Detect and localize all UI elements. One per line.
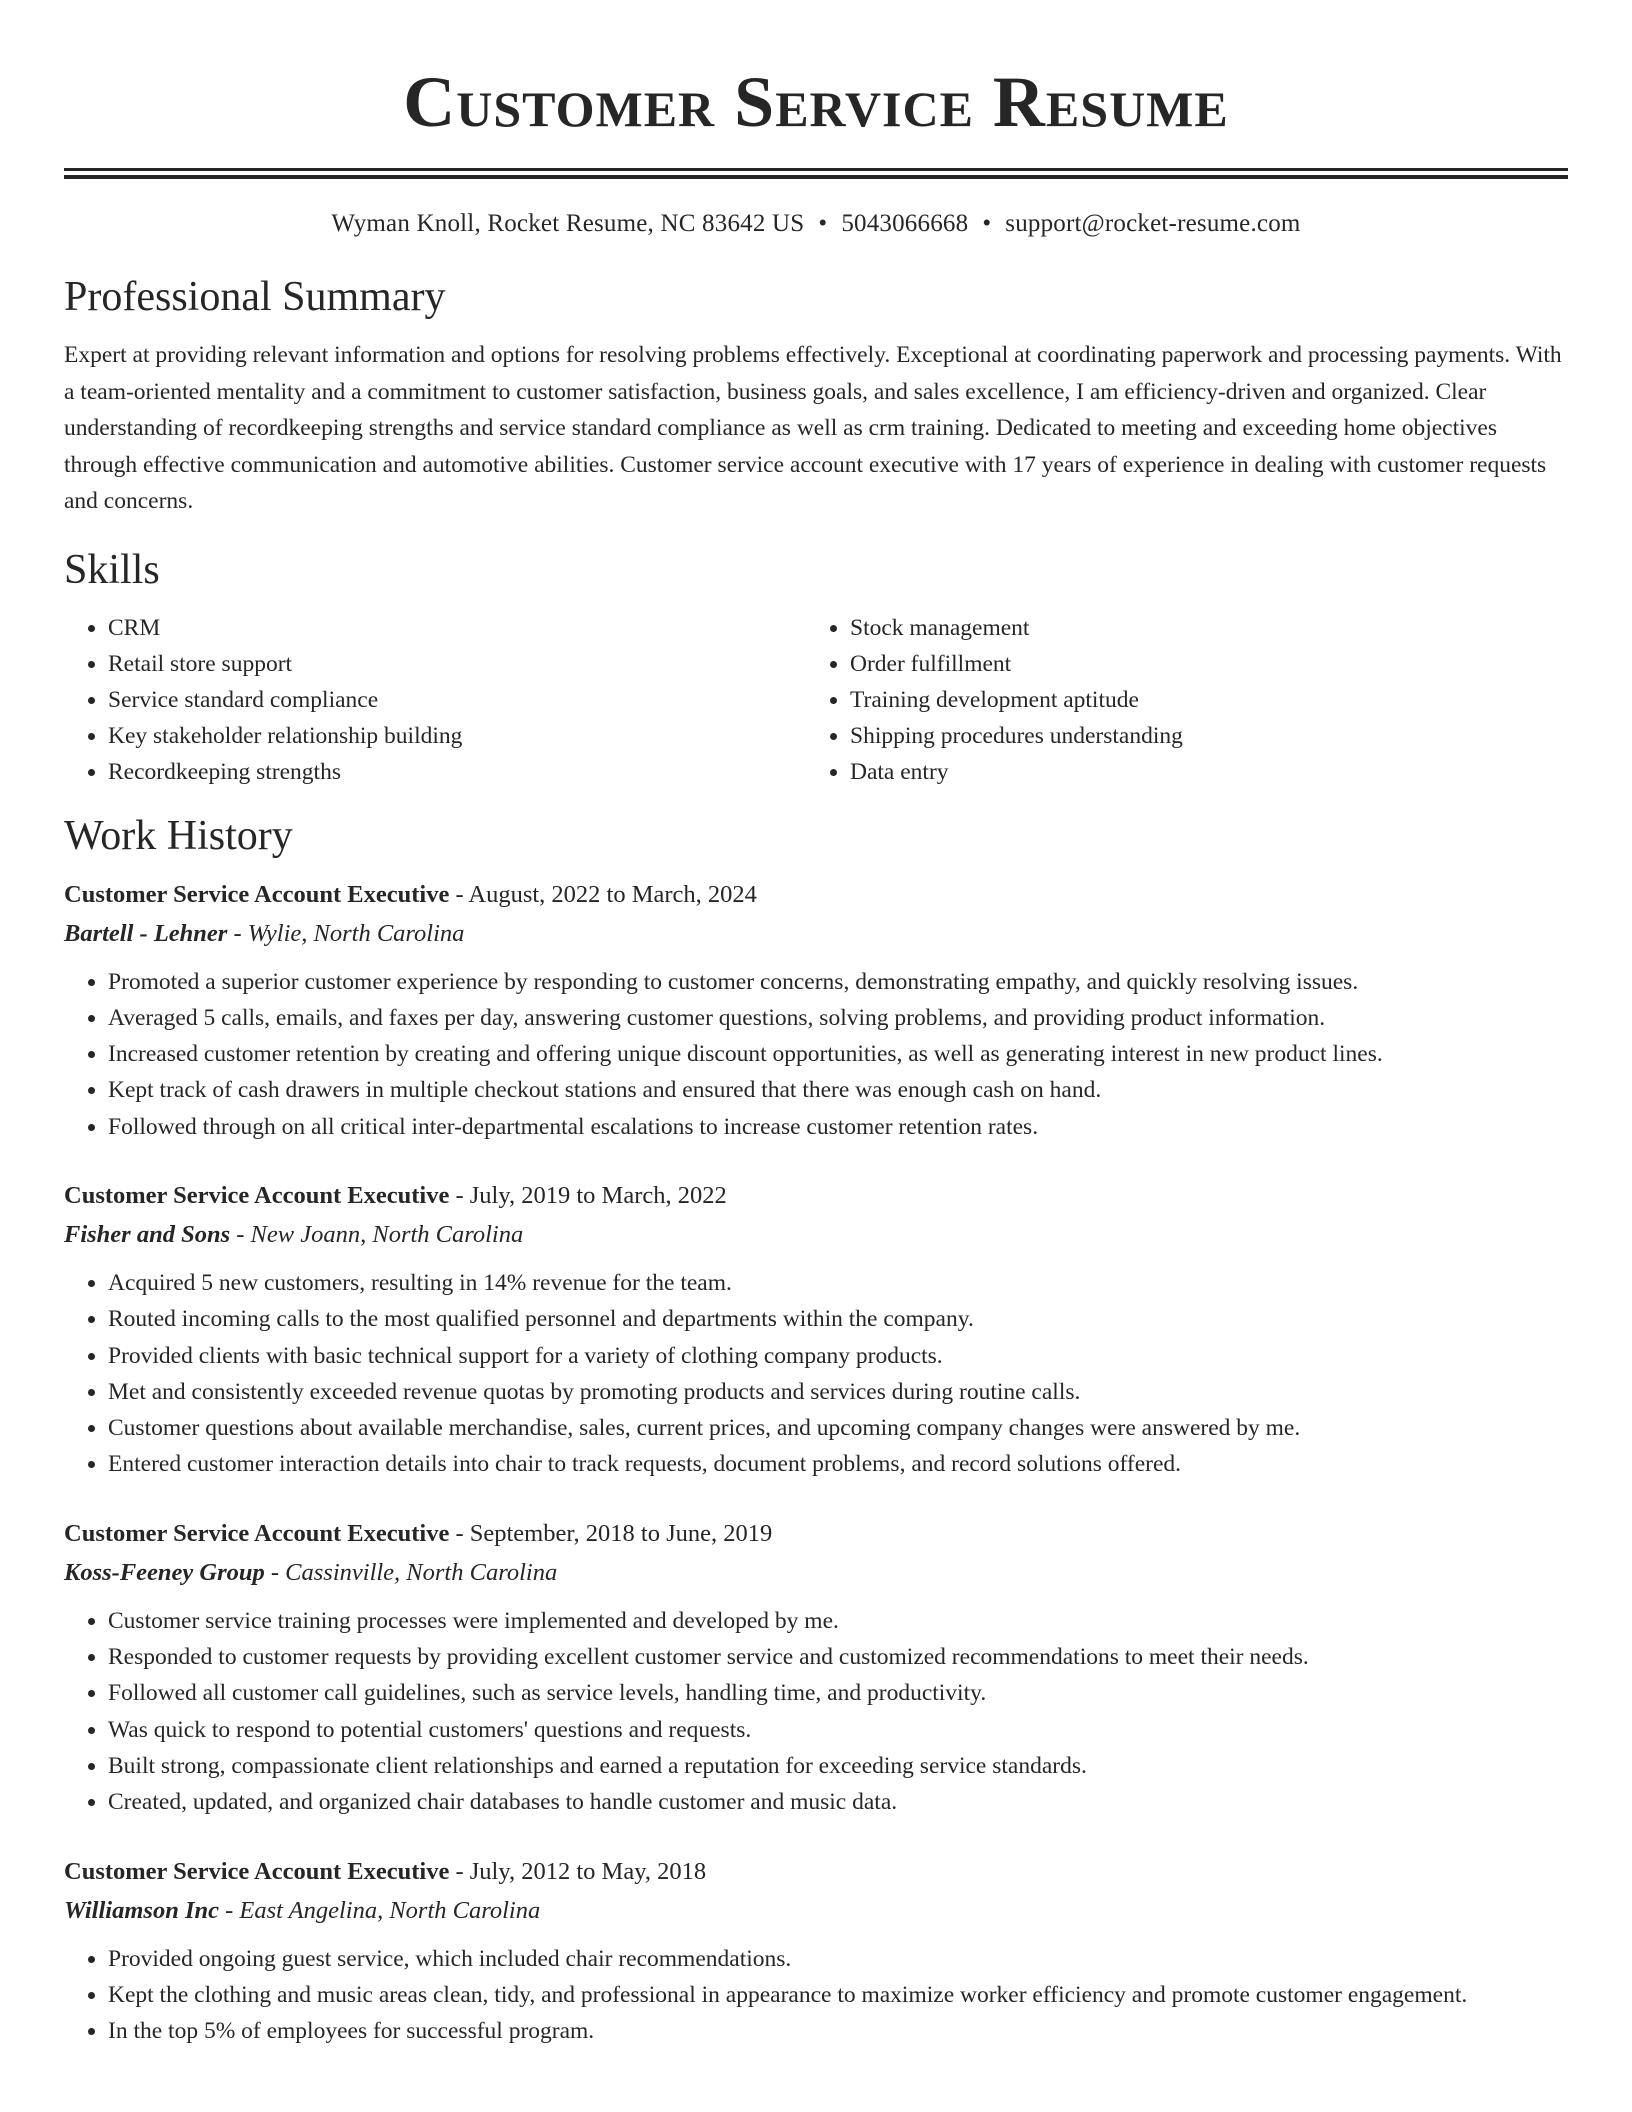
skills-left-column [64,610,806,790]
job-bullet: • Provided ongoing guest service, which included chair recommendations. [108,1941,1568,1977]
skills-heading: Skills [64,546,160,593]
contact-line [64,207,1568,241]
skill-item: • Order fulfillment [850,646,1548,682]
skill-item: • Data entry [850,754,1548,790]
job-employer [64,1891,1568,1931]
job-bullet: • Built strong, compassionate client relationships and earned a reputation for exceeding service standards. [108,1748,1568,1784]
job-bullet: • Created, updated, and organized chair databases to handle customer and music data. [108,1784,1568,1820]
job-title: Customer Service Account Executive [64,880,450,908]
job-bullet: • Customer questions about available merchandise, sales, current prices, and upcoming company changes were answered by me. [108,1410,1568,1446]
contact-email: support@rocket-resume.com [1005,210,1301,237]
job-header [64,1515,1568,1553]
job-entry [64,1853,1568,2050]
job-employer [64,1553,1568,1593]
skill-item: • Key stakeholder relationship building [108,718,806,754]
contact-address: Wyman Knoll, Rocket Resume, NC 83642 US [331,210,805,237]
job-entry [64,876,1568,1145]
skill-item: • Stock management [850,610,1548,646]
job-bullet: • Entered customer interaction details into chair to track requests, document problems, and record solutions offered. [108,1446,1568,1482]
job-dates: - July, 2019 to March, 2022 [449,1181,727,1209]
job-location: - East Angelina, North Carolina [218,1896,541,1924]
job-bullet: • Routed incoming calls to the most qualified personnel and departments within the company. [108,1301,1568,1337]
job-entry [64,1515,1568,1821]
job-employer [64,1215,1568,1255]
job-bullet: • Responded to customer requests by providing excellent customer service and customized recommendations to meet their needs. [108,1639,1568,1675]
job-company: Bartell - Lehner [64,919,228,947]
skills-columns [64,610,1568,790]
job-location: - Wylie, North Carolina [227,919,465,947]
job-entry [64,1177,1568,1483]
contact-separator: • [818,210,828,237]
skill-item: • CRM [108,610,806,646]
job-bullet: • Followed through on all critical inter-departmental escalations to increase customer retention rates. [108,1109,1568,1145]
job-bullet: • Promoted a superior customer experience by responding to customer concerns, demonstrating empathy, and quickly resolving issues. [108,964,1568,1000]
job-bullet: • Averaged 5 calls, emails, and faxes per day, answering customer questions, solving problems, and providing product information. [108,1000,1568,1036]
job-employer [64,914,1568,954]
job-bullets [64,1603,1568,1821]
job-bullets [64,1265,1568,1483]
job-header [64,876,1568,914]
job-company: Williamson Inc [64,1896,219,1924]
work-history-section [64,810,1568,2050]
job-bullet: • In the top 5% of employees for successful program. [108,2013,1568,2049]
work-history-heading: Work History [64,812,293,859]
skill-item: • Service standard compliance [108,682,806,718]
job-header [64,1177,1568,1215]
job-bullet: • Acquired 5 new customers, resulting in 14% revenue for the team. [108,1265,1568,1301]
job-dates: - August, 2022 to March, 2024 [449,880,757,908]
skill-item: • Shipping procedures understanding [850,718,1548,754]
job-bullet: • Customer service training processes were implemented and developed by me. [108,1603,1568,1639]
skills-section [64,544,1568,790]
contact-phone: 5043066668 [841,210,969,237]
skills-right-column [806,610,1548,790]
job-bullet: • Kept track of cash drawers in multiple checkout stations and ensured that there was enough cash on hand. [108,1072,1568,1108]
job-title: Customer Service Account Executive [64,1857,450,1885]
job-bullet: • Increased customer retention by creating and offering unique discount opportunities, as well as generating interest in new product lines. [108,1036,1568,1072]
job-bullet: • Provided clients with basic technical support for a variety of clothing company products. [108,1338,1568,1374]
job-company: Fisher and Sons [64,1220,231,1248]
job-bullet: • Kept the clothing and music areas clean, tidy, and professional in appearance to maximize worker efficiency and promote customer engagement. [108,1977,1568,2013]
job-location: - New Joann, North Carolina [230,1220,524,1248]
job-bullet: • Followed all customer call guidelines, such as service levels, handling time, and productivity. [108,1675,1568,1711]
skill-item: • Training development aptitude [850,682,1548,718]
job-company: Koss-Feeney Group [64,1558,265,1586]
job-title: Customer Service Account Executive [64,1519,450,1547]
summary-section [64,271,1568,520]
skill-item: • Retail store support [108,646,806,682]
job-location: - Cassinville, North Carolina [264,1558,558,1586]
summary-heading: Professional Summary [64,274,446,320]
job-bullets [64,1941,1568,2050]
job-dates: - September, 2018 to June, 2019 [449,1519,773,1547]
job-bullet: • Was quick to respond to potential customers' questions and requests. [108,1712,1568,1748]
job-bullets [64,964,1568,1145]
resume-title: Customer Service Resume [403,62,1229,142]
title-double-rule [64,168,1568,179]
contact-separator: • [982,210,992,237]
job-title: Customer Service Account Executive [64,1181,450,1209]
job-header [64,1853,1568,1891]
summary-text: Expert at providing relevant information and options for resolving problems effectively. Exceptional at coordinating paperwork and processing payments. With a team-oriented mentality and a commitment to customer satisfaction, business goals, and sales excellence, I am efficiency-driven and organized. Clear understanding of recordkeeping strengths and service standard compliance as well as crm training. Dedicated to meeting and exceeding home objectives through effective communication and automotive abilities. Customer service account executive with 17 years of experience in dealing with customer requests and concerns. [64,342,1562,514]
skill-item: • Recordkeeping strengths [108,754,806,790]
job-dates: - July, 2012 to May, 2018 [449,1857,707,1885]
job-bullet: • Met and consistently exceeded revenue quotas by promoting products and services during routine calls. [108,1374,1568,1410]
resume-page [64,0,1568,2049]
